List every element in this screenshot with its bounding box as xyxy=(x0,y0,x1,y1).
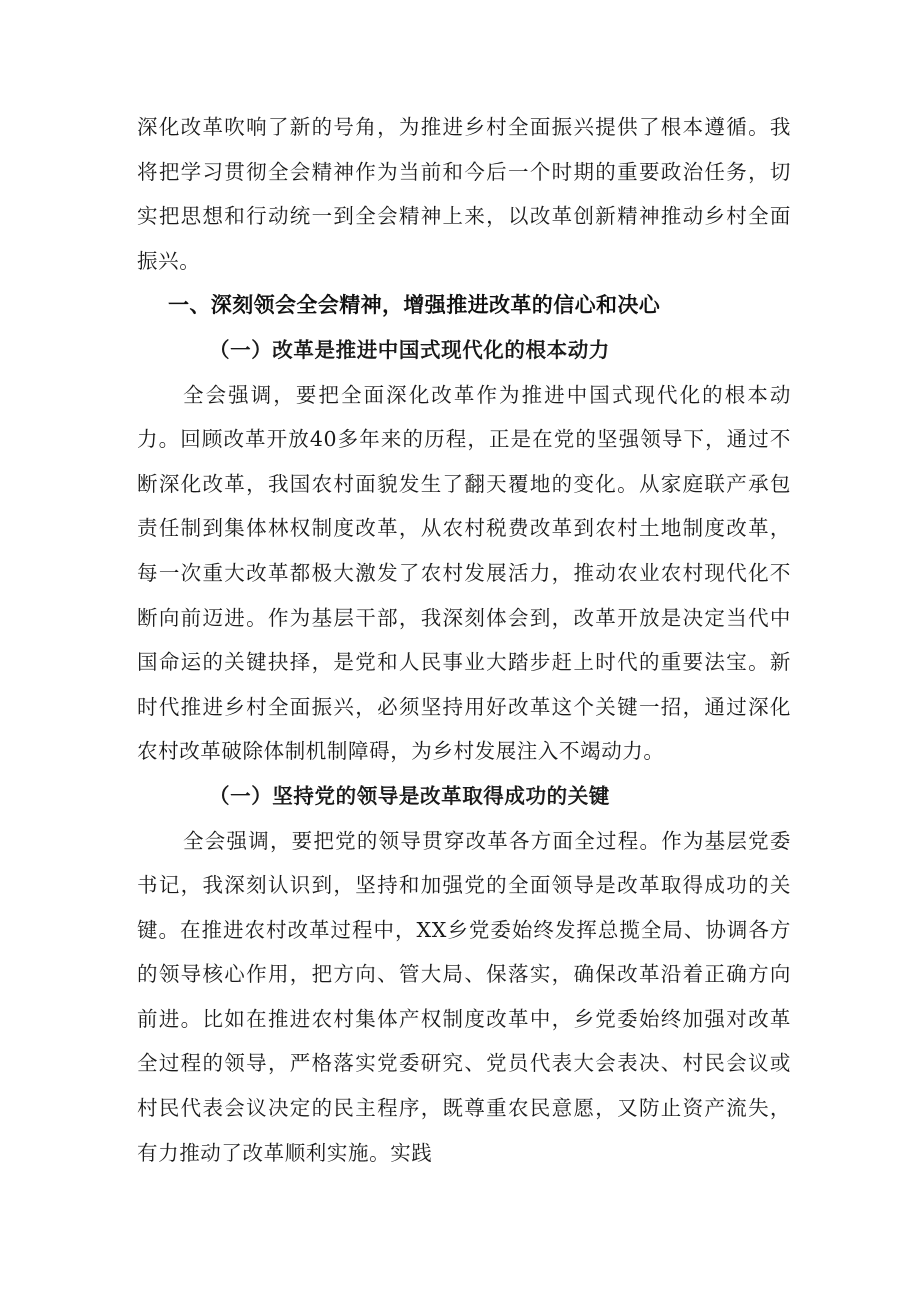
body-paragraph-2: 全会强调，要把党的领导贯穿改革各方面全过程。作为基层党委书记，我深刻认识到，坚持和加强党的全面领导是改革取得成功的关键。在推进农村改革过程中，XX乡党委始终发挥总揽全局、协调各方的领导核心作用，把方向、管大局、保落实，确保改革沿着正确方向前进。比如在推进农村集体产权制度改革中，乡党委始终加强对改革全过程的领导，严格落实党委研究、党员代表大会表决、村民会议或村民代表会议决定的民主程序，既尊重农民意愿，又防止资产流失，有力推动了改革顺利实施。实践 xyxy=(137,828,791,1165)
intro-paragraph: 深化改革吹响了新的号角，为推进乡村全面振兴提供了根本遵循。我将把学习贯彻全会精神作为当前和今后一个时期的重要政治任务，切实把思想和行动统一到全会精神上来，以改革创新精神推动乡村全面振兴。 xyxy=(137,115,791,273)
subsection-heading-2: （一）坚持党的领导是改革取得成功的关键 xyxy=(209,783,610,808)
section-heading-1: 一、深刻领会全会精神，增强推进改革的信心和决心 xyxy=(168,293,661,318)
body-paragraph-1: 全会强调，要把全面深化改革作为推进中国式现代化的根本动力。回顾改革开放40多年来的历程，正是在党的坚强领导下，通过不断深化改革，我国农村面貌发生了翻天覆地的变化。从家庭联产承包责任制到集体林权制度改革，从农村税费改革到农村土地制度改革，每一次重大改革都极大激发了农村发展活力，推动农业农村现代化不断向前迈进。作为基层干部，我深刻体会到，改革开放是决定当代中国命运的关键抉择，是党和人民事业大踏步赶上时代的重要法宝。新时代推进乡村全面振兴，必须坚持用好改革这个关键一招，通过深化农村改革破除体制机制障碍，为乡村发展注入不竭动力。 xyxy=(137,382,791,764)
document-body xyxy=(137,105,791,1175)
subsection-heading-1: （一）改革是推进中国式现代化的根本动力 xyxy=(209,337,610,362)
